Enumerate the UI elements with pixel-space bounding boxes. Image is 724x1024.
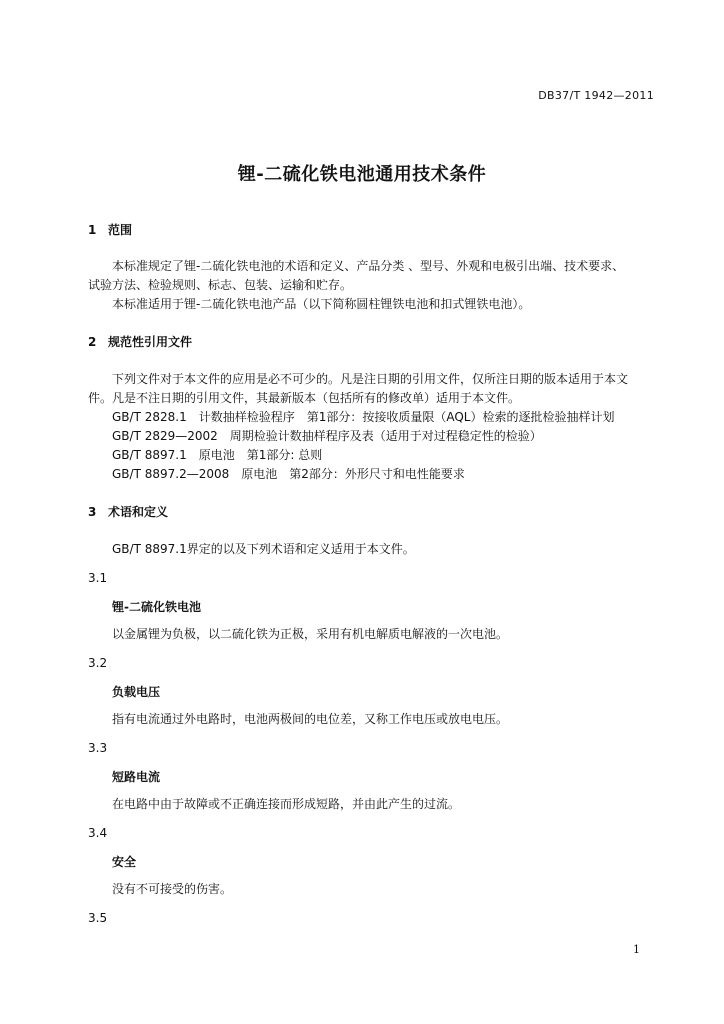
- section-number: 2: [88, 335, 97, 349]
- term-definition: 以金属锂为负极，以二硫化铁为正极，采用有机电解质电解液的一次电池。: [112, 627, 509, 641]
- term-number: 3.3: [88, 741, 108, 755]
- paragraph: 下列文件对于本文件的应用是必不可少的。凡是注日期的引用文件，仅所注日期的版本适用于本文: [112, 372, 629, 386]
- section-heading-1: [88, 221, 132, 238]
- paragraph: 本标准适用于锂-二硫化铁电池产品（以下简称圆柱锂铁电池和扣式锂铁电池）。: [112, 297, 531, 311]
- reference-item: GB/T 2829—2002 周期检验计数抽样程序及表（适用于对过程稳定性的检验）: [112, 429, 542, 443]
- document-title: 锂-二硫化铁电池通用技术条件: [237, 164, 487, 185]
- term-number: 3.5: [88, 911, 108, 925]
- reference-item: GB/T 8897.1 原电池 第1部分: 总则: [112, 448, 323, 462]
- term-definition: 没有不可接受的伤害。: [112, 882, 233, 896]
- term-name: 锂-二硫化铁电池: [112, 600, 201, 614]
- section-number: 1: [88, 223, 97, 237]
- term-name: 短路电流: [112, 770, 161, 784]
- section-number: 3: [88, 505, 97, 519]
- reference-item: GB/T 8897.2—2008 原电池 第2部分：外形尺寸和电性能要求: [112, 467, 465, 481]
- section-heading-3: [88, 503, 168, 520]
- reference-item: GB/T 2828.1 计数抽样检验程序 第1部分：按接收质量限（AQL）检索的逐批检验抽样计划: [112, 410, 615, 424]
- term-definition: 指有电流通过外电路时，电池两极间的电位差，又称工作电压或放电电压。: [112, 712, 509, 726]
- page-number: 1: [633, 943, 640, 956]
- section-title: 术语和定义: [108, 505, 169, 519]
- paragraph: 试验方法、检验规则、标志、包装、运输和贮存。: [88, 278, 353, 292]
- section-title: 范围: [108, 223, 133, 237]
- term-definition: 在电路中由于故障或不正确连接而形成短路，并由此产生的过流。: [112, 797, 461, 811]
- standard-code: DB37/T 1942—2011: [538, 89, 654, 102]
- paragraph: 本标准规定了锂-二硫化铁电池的术语和定义、产品分类 、型号、外观和电极引出端、技术要求、: [112, 259, 625, 273]
- section-title: 规范性引用文件: [108, 335, 193, 349]
- term-number: 3.1: [88, 571, 108, 585]
- paragraph: GB/T 8897.1界定的以及下列术语和定义适用于本文件。: [112, 542, 415, 556]
- section-heading-2: [88, 333, 192, 350]
- term-name: 安全: [112, 855, 137, 869]
- paragraph: 件。凡是不注日期的引用文件，其最新版本（包括所有的修改单）适用于本文件。: [88, 391, 521, 405]
- term-name: 负载电压: [112, 685, 161, 699]
- term-number: 3.4: [88, 826, 108, 840]
- term-number: 3.2: [88, 656, 108, 670]
